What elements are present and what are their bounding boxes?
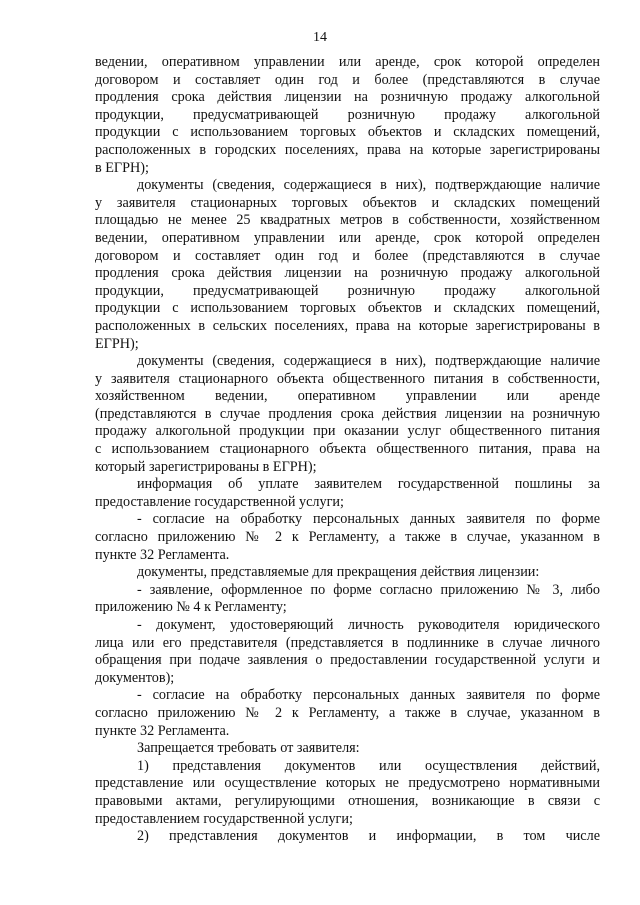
text-line: с использованием стационарного объекта общественного питания, права на bbox=[95, 441, 600, 458]
text-line: договором и составляет один год и более (представляются в случае bbox=[95, 247, 600, 264]
text-line: обращения при подаче заявления о предоставлении государственной услуги и bbox=[95, 652, 600, 669]
text-line: согласно приложению № 2 к Регламенту, а также в случае, указанном в bbox=[95, 529, 600, 546]
text-line: расположенных в городских поселениях, права на которые зарегистрированы bbox=[95, 141, 600, 158]
text-line: 1) представления документов или осуществления действий, bbox=[137, 757, 600, 774]
text-line: 2) представления документов и информации, в том числе bbox=[137, 828, 600, 845]
text-line: документы (сведения, содержащиеся в них), подтверждающие наличие bbox=[137, 353, 600, 370]
text-line: который зарегистрированы в ЕГРН); bbox=[95, 458, 317, 475]
text-line: продукции, предусматривающей розничную продажу алкогольной bbox=[95, 106, 600, 123]
text-line: продукции с использованием торговых объектов и складских помещений, bbox=[95, 300, 600, 317]
text-line: договором и составляет один год и более (представляются в случае bbox=[95, 71, 600, 88]
text-line: продукции, предусматривающей розничную продажу алкогольной bbox=[95, 282, 600, 299]
text-line: - заявление, оформленное по форме согласно приложению № 3, либо bbox=[137, 581, 600, 598]
text-line: продукции с использованием торговых объектов и складских помещений, bbox=[95, 124, 600, 141]
text-line: Запрещается требовать от заявителя: bbox=[137, 740, 360, 757]
text-line: приложению № 4 к Регламенту; bbox=[95, 599, 287, 616]
text-line: предоставлением государственной услуги; bbox=[95, 810, 353, 827]
text-line: хозяйственном ведении, оперативном управлении или аренде bbox=[95, 388, 600, 405]
text-line: продления срока действия лицензии на розничную продажу алкогольной bbox=[95, 265, 600, 282]
text-line: продления срока действия лицензии на розничную продажу алкогольной bbox=[95, 89, 600, 106]
text-line: (представляются в случае продления срока действия лицензии на розничную bbox=[95, 405, 600, 422]
text-line: у заявителя стационарных торговых объектов и складских помещений bbox=[95, 194, 600, 211]
text-line: в ЕГРН); bbox=[95, 159, 149, 176]
text-line: ЕГРН); bbox=[95, 335, 139, 352]
text-line: ведении, оперативном управлении или аренде, срок которой определен bbox=[95, 229, 600, 246]
text-line: пункте 32 Регламента. bbox=[95, 722, 230, 739]
text-line: лица или его представителя (представляется в подлиннике в случае личного bbox=[95, 634, 600, 651]
text-line: - согласие на обработку персональных данных заявителя по форме bbox=[137, 687, 600, 704]
text-line: документов); bbox=[95, 669, 175, 686]
text-line: представление или осуществление которых не предусмотрено нормативными bbox=[95, 775, 600, 792]
text-line: у заявителя стационарного объекта общественного питания в собственности, bbox=[95, 370, 600, 387]
body-text bbox=[95, 54, 600, 846]
text-line: согласно приложению № 2 к Регламенту, а также в случае, указанном в bbox=[95, 704, 600, 721]
text-line: - согласие на обработку персональных данных заявителя по форме bbox=[137, 511, 600, 528]
text-line: площадью не менее 25 квадратных метров в собственности, хозяйственном bbox=[95, 212, 600, 229]
text-line: документы, представляемые для прекращения действия лицензии: bbox=[137, 564, 540, 581]
text-line: - документ, удостоверяющий личность руководителя юридического bbox=[137, 617, 600, 633]
text-line: продажу алкогольной продукции при оказании услуг общественного питания bbox=[95, 423, 600, 440]
text-line: документы (сведения, содержащиеся в них), подтверждающие наличие bbox=[137, 177, 600, 194]
text-line: предоставление государственной услуги; bbox=[95, 493, 344, 510]
text-line: пункте 32 Регламента. bbox=[95, 546, 230, 563]
text-line: ведении, оперативном управлении или аренде, срок которой определен bbox=[95, 54, 600, 70]
page-number: 14 bbox=[313, 30, 327, 45]
text-line: расположенных в сельских поселениях, права на которые зарегистрированы в bbox=[95, 317, 600, 334]
text-line: информация об уплате заявителем государственной пошлины за bbox=[137, 476, 600, 493]
text-line: правовыми актами, регулирующими отношения, возникающие в связи с bbox=[95, 792, 600, 809]
